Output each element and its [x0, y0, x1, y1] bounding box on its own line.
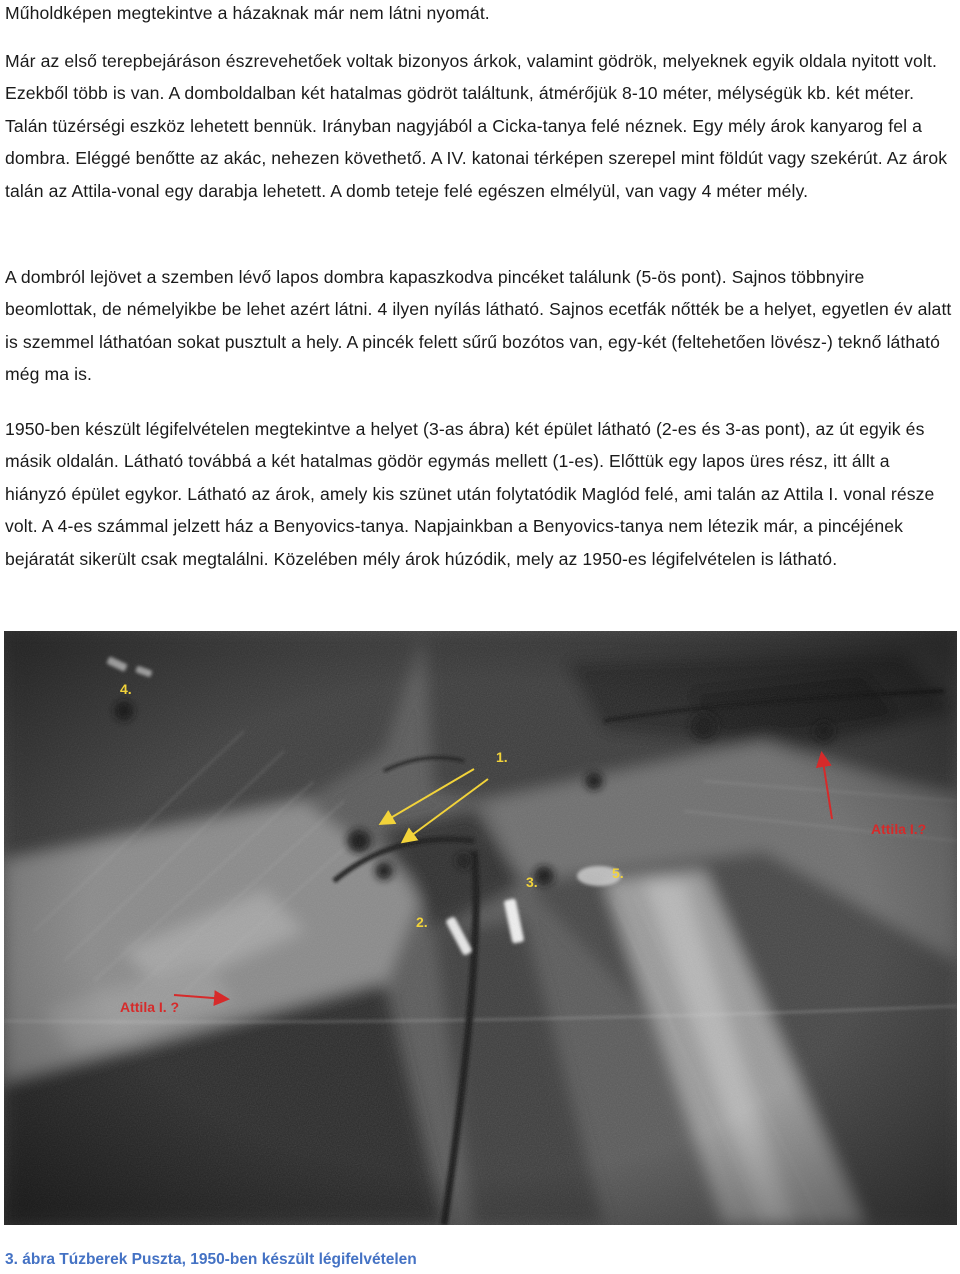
- figure-caption: 3. ábra Túzberek Puszta, 1950-ben készült légifelvételen: [5, 1251, 417, 1268]
- label-point-1: 1.: [496, 749, 508, 765]
- label-point-4: 4.: [120, 681, 132, 697]
- paragraph-aerial-photo: 1950-ben készült légifelvételen megtekintve a helyet (3-as ábra) két épület látható (2-es és 3-as pont), az út egyik és másik oldalán. Látható továbbá a két hatalmas gödör egymás mellett (1-es). Előttük egy lapos üres rész, itt állt a hiányzó épület egykor. Látható az árok, amely kis szünet után folytatódik Maglód felé, ami talán az Attila I. vonal része volt. A 4-es számmal jelzett ház a Benyovics-tanya. Napjainkban a Benyovics-tanya nem létezik már, a pincéjének bejáratát sikerült csak megtalálni. Közelében mély árok húzódik, mely az 1950-es légifelvételen is látható.: [5, 419, 935, 569]
- paragraph-intro: Műholdképen megtekintve a házaknak már nem látni nyomát.: [5, 3, 490, 23]
- aerial-photograph: [4, 631, 957, 1225]
- label-attila-right: Attila I.?: [871, 821, 927, 837]
- paragraph-cellars: A dombról lejövet a szemben lévő lapos dombra kapaszkodva pincéket találunk (5-ös pont). Sajnos többnyire beomlottak, de némelyikbe be lehet azért látni. 4 ilyen nyílás látható. Sajnos ecetfák nőtték be a helyet, egyetlen év alatt is szemmel láthatóan sokat pusztult a hely. A pincék felett sűrű bozótos van, egy-két (feltehetően lövész-) teknő látható még ma is.: [5, 267, 952, 385]
- label-point-2: 2.: [416, 914, 428, 930]
- paragraph-field-survey: Már az első terepbejáráson észrevehetőek voltak bizonyos árkok, valamint gödrök, melyeknek egyik oldala nyitott volt. Ezekből több is van. A domboldalban két hatalmas gödröt találtunk, átmérőjük 8-10 méter, mélységük kb. két méter. Talán tüzérségi eszköz lehetett bennük. Irányban nagyjából a Cicka-tanya felé néznek. Egy mély árok kanyarog fel a dombra. Eléggé benőtte az akác, nehezen követhető. A IV. katonai térképen szerepel mint földút vagy szekérút. Az árok talán az Attila-vonal egy darabja lehetett. A domb teteje felé egészen elmélyül, van vagy 4 méter mély.: [5, 51, 948, 201]
- label-point-3: 3.: [526, 874, 538, 890]
- label-attila-left: Attila I. ?: [120, 999, 180, 1015]
- label-point-5: 5.: [612, 865, 624, 881]
